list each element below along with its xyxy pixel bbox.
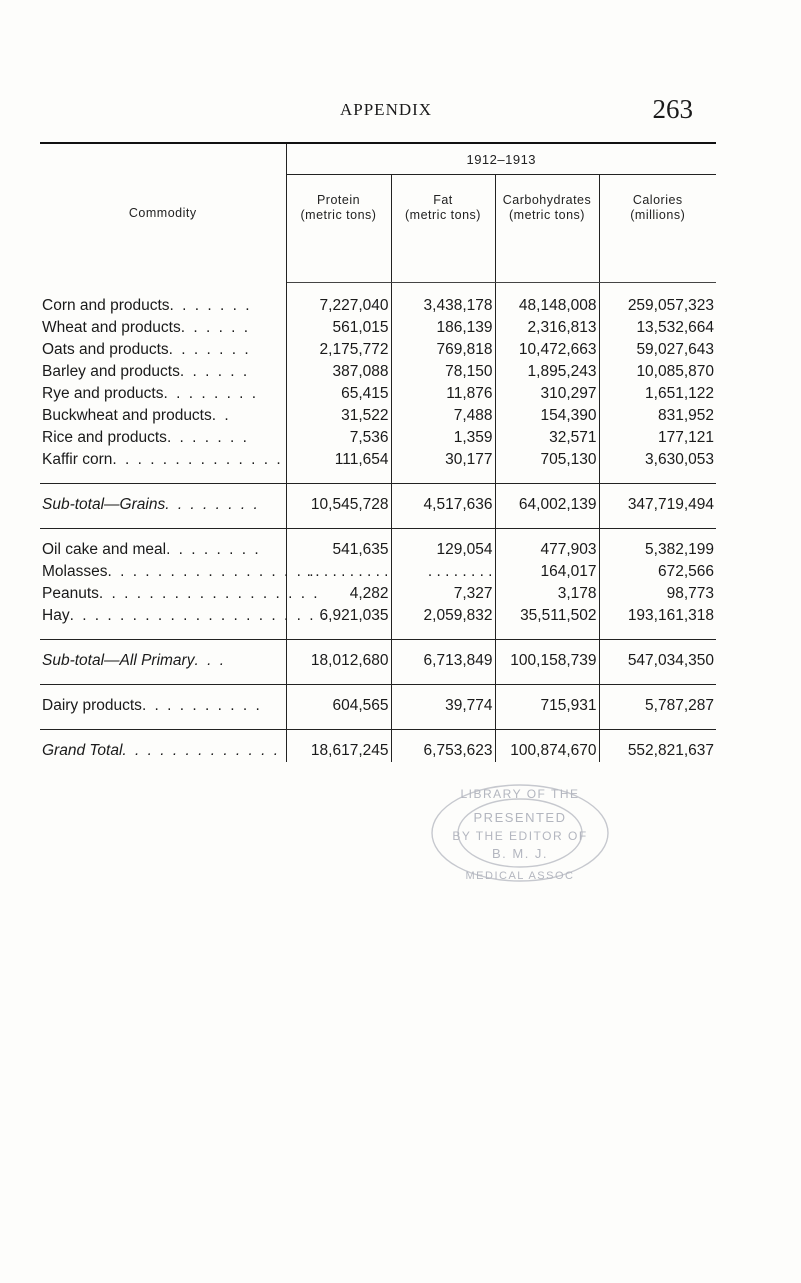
leader-dots: . . . . . . . xyxy=(169,297,252,314)
commodity-label: Rye and products xyxy=(42,385,164,402)
leader-dots: . . . . . . . xyxy=(166,429,249,446)
stamp-bottom-text: MEDICAL ASSOC xyxy=(465,870,575,882)
page-header xyxy=(0,94,801,134)
calories-cell: 831,952 xyxy=(657,407,715,424)
protein-cell: 18,012,680 xyxy=(286,640,391,673)
fat-cell: 1,359 xyxy=(391,427,495,449)
table-body xyxy=(40,283,716,763)
fat-cell: 769,818 xyxy=(391,339,495,361)
carbohydrates-cell: 164,017 xyxy=(495,561,599,583)
calories-cell: 59,027,643 xyxy=(636,341,715,358)
leader-dots: . . . . . . . . . . . . . . . . . . . . . xyxy=(69,607,329,624)
fat-cell: 2,059,832 xyxy=(391,605,495,627)
leader-dots: . . . . . . . . . . . . . . xyxy=(112,451,283,468)
commodity-label: Rice and products xyxy=(42,429,167,446)
protein-cell: 2,175,772 xyxy=(286,339,391,361)
calories-cell: 1,651,122 xyxy=(645,385,715,402)
calories-cell: 5,382,199 xyxy=(645,541,715,558)
table-row xyxy=(40,295,716,317)
protein-cell: 387,088 xyxy=(286,361,391,383)
stamp-top-text: LIBRARY OF THE xyxy=(460,787,580,801)
calories-cell: 177,121 xyxy=(657,429,715,446)
separator-row xyxy=(40,516,716,529)
calories-cell: 193,161,318 xyxy=(627,607,715,624)
table-row xyxy=(40,383,716,405)
carbohydrates-cell: 3,178 xyxy=(495,583,599,605)
calories-cell: 347,719,494 xyxy=(627,496,715,513)
commodity-cell xyxy=(40,685,286,718)
table-row xyxy=(40,339,716,361)
stamp-line-3: B. M. J. xyxy=(491,846,549,861)
table-row xyxy=(40,449,716,471)
stamp-line-1: PRESENTED xyxy=(473,810,567,825)
leader-dots: . . xyxy=(211,407,231,424)
carbohydrates-cell: 705,130 xyxy=(495,449,599,471)
commodity-cell xyxy=(40,640,286,673)
table-row xyxy=(40,583,716,605)
protein-cell: 65,415 xyxy=(286,383,391,405)
fat-cell: 6,753,623 xyxy=(391,730,495,763)
leader-dots: . . . . . . xyxy=(179,363,250,380)
commodity-label: Dairy products xyxy=(42,697,142,714)
table-row xyxy=(40,561,716,583)
fat-column-header: Fat (metric tons) xyxy=(391,175,495,283)
carbohydrates-cell: 477,903 xyxy=(495,529,599,562)
commodity-cell xyxy=(40,339,286,361)
nutrition-table xyxy=(40,142,716,762)
calories-column-header: Calories (millions) xyxy=(599,175,716,283)
leader-dots: . . . . . . . . . . . . . . . . . xyxy=(107,563,316,580)
protein-cell: 10,545,728 xyxy=(286,484,391,517)
commodity-cell xyxy=(40,295,286,317)
leader-dots: . . . . . . . . xyxy=(165,496,260,513)
spacer-row xyxy=(40,283,716,296)
commodity-label: Barley and products xyxy=(42,363,180,380)
protein-cell: 7,227,040 xyxy=(286,295,391,317)
fat-cell: 7,327 xyxy=(391,583,495,605)
carbohydrates-cell: 64,002,139 xyxy=(495,484,599,517)
fat-cell: 186,139 xyxy=(391,317,495,339)
commodity-label: Sub-total—Grains xyxy=(42,496,166,513)
fat-cell: 7,488 xyxy=(391,405,495,427)
carbohydrates-cell: 715,931 xyxy=(495,685,599,718)
protein-cell: 604,565 xyxy=(286,685,391,718)
protein-cell: 4,282 xyxy=(286,583,391,605)
commodity-label: Wheat and products xyxy=(42,319,181,336)
commodity-label: Molasses xyxy=(42,563,108,580)
nutrition-table-container xyxy=(40,142,716,762)
fat-cell: 30,177 xyxy=(391,449,495,471)
table-row xyxy=(40,317,716,339)
stamp-line-2: BY THE EDITOR OF xyxy=(452,829,588,843)
commodity-label: Oil cake and meal xyxy=(42,541,167,558)
commodity-cell xyxy=(40,561,316,583)
dairy-row xyxy=(40,685,716,718)
table-row xyxy=(40,405,716,427)
commodity-label: Oats and products xyxy=(42,341,169,358)
commodity-cell xyxy=(40,427,286,449)
calories-cell: 672,566 xyxy=(657,563,715,580)
carbohydrates-cell: 154,390 xyxy=(495,405,599,427)
commodity-cell xyxy=(40,583,320,605)
calories-cell: 5,787,287 xyxy=(645,697,715,714)
protein-cell: 541,635 xyxy=(286,529,391,562)
fat-cell: 6,713,849 xyxy=(391,640,495,673)
fat-cell: 4,517,636 xyxy=(391,484,495,517)
fat-cell: 129,054 xyxy=(391,529,495,562)
protein-cell: 7,536 xyxy=(286,427,391,449)
library-stamp xyxy=(420,778,620,888)
calories-cell: 13,532,664 xyxy=(636,319,715,336)
commodity-label: Buckwheat and products xyxy=(42,407,212,424)
calories-cell: 259,057,323 xyxy=(627,297,715,314)
leader-dots: . . . . . . . . . . . . . xyxy=(122,742,281,759)
commodity-cell xyxy=(40,317,286,339)
fat-cell: 39,774 xyxy=(391,685,495,718)
carbohydrates-cell: 100,874,670 xyxy=(495,730,599,763)
fat-cell: 3,438,178 xyxy=(391,295,495,317)
leader-dots: . . . . . . . . . . . . . . . . . . xyxy=(98,585,320,602)
commodity-label: Corn and products xyxy=(42,297,170,314)
separator-row xyxy=(40,627,716,640)
table-row xyxy=(40,529,716,562)
commodity-cell xyxy=(40,449,286,471)
protein-cell: 18,617,245 xyxy=(286,730,391,763)
fat-cell: . . . . . . . . xyxy=(391,561,495,583)
table-row xyxy=(40,427,716,449)
carbohydrates-cell: 100,158,739 xyxy=(495,640,599,673)
commodity-label: Sub-total—All Primary xyxy=(42,652,195,669)
calories-cell: 547,034,350 xyxy=(627,652,715,669)
protein-cell: 31,522 xyxy=(286,405,391,427)
carbohydrates-cell: 2,316,813 xyxy=(495,317,599,339)
carbohydrates-cell: 48,148,008 xyxy=(495,295,599,317)
fat-cell: 78,150 xyxy=(391,361,495,383)
table-row xyxy=(40,605,716,627)
commodity-label: Peanuts xyxy=(42,585,99,602)
commodity-cell xyxy=(40,383,286,405)
calories-cell: 98,773 xyxy=(666,585,715,602)
commodity-label: Kaffir corn xyxy=(42,451,113,468)
period-header: 1912–1913 xyxy=(286,143,716,175)
commodity-cell xyxy=(40,484,286,517)
separator-row xyxy=(40,471,716,484)
protein-cell: 6,921,035 xyxy=(286,605,391,627)
running-title: APPENDIX xyxy=(340,100,433,119)
leader-dots: . . . . . . . . xyxy=(163,385,259,402)
leader-dots: . . . . . . xyxy=(180,319,251,336)
grand-total-row xyxy=(40,730,716,763)
carbohydrates-column-header: Carbohydrates (metric tons) xyxy=(495,175,599,283)
calories-cell: 552,821,637 xyxy=(627,742,715,759)
commodity-cell xyxy=(40,361,286,383)
commodity-cell xyxy=(40,529,286,562)
protein-cell: 111,654 xyxy=(286,449,391,471)
leader-dots: . . . . . . . xyxy=(168,341,251,358)
carbohydrates-cell: 1,895,243 xyxy=(495,361,599,383)
table-row xyxy=(40,361,716,383)
fat-cell: 11,876 xyxy=(391,383,495,405)
protein-cell: . . . . . . . . . . xyxy=(286,561,391,583)
subtotal-grains-row xyxy=(40,484,716,517)
protein-column-header: Protein (metric tons) xyxy=(286,175,391,283)
carbohydrates-cell: 32,571 xyxy=(495,427,599,449)
commodity-label: Grand Total xyxy=(42,742,123,759)
leader-dots: . . . xyxy=(194,652,227,669)
library-stamp-graphic xyxy=(420,778,620,888)
separator-row xyxy=(40,672,716,685)
leader-dots: . . . . . . . . . . xyxy=(141,697,262,714)
commodity-column-header: Commodity xyxy=(40,143,286,283)
subtotal-primary-row xyxy=(40,640,716,673)
commodity-label: Hay xyxy=(42,607,70,624)
commodity-cell xyxy=(40,605,329,627)
carbohydrates-cell: 310,297 xyxy=(495,383,599,405)
carbohydrates-cell: 35,511,502 xyxy=(495,605,599,627)
calories-cell: 3,630,053 xyxy=(645,451,715,468)
page-number: 263 xyxy=(652,94,693,124)
carbohydrates-cell: 10,472,663 xyxy=(495,339,599,361)
separator-row xyxy=(40,717,716,730)
commodity-cell xyxy=(40,405,286,427)
protein-cell: 561,015 xyxy=(286,317,391,339)
commodity-cell xyxy=(40,730,286,763)
calories-cell: 10,085,870 xyxy=(636,363,715,380)
leader-dots: . . . . . . . . xyxy=(166,541,261,558)
